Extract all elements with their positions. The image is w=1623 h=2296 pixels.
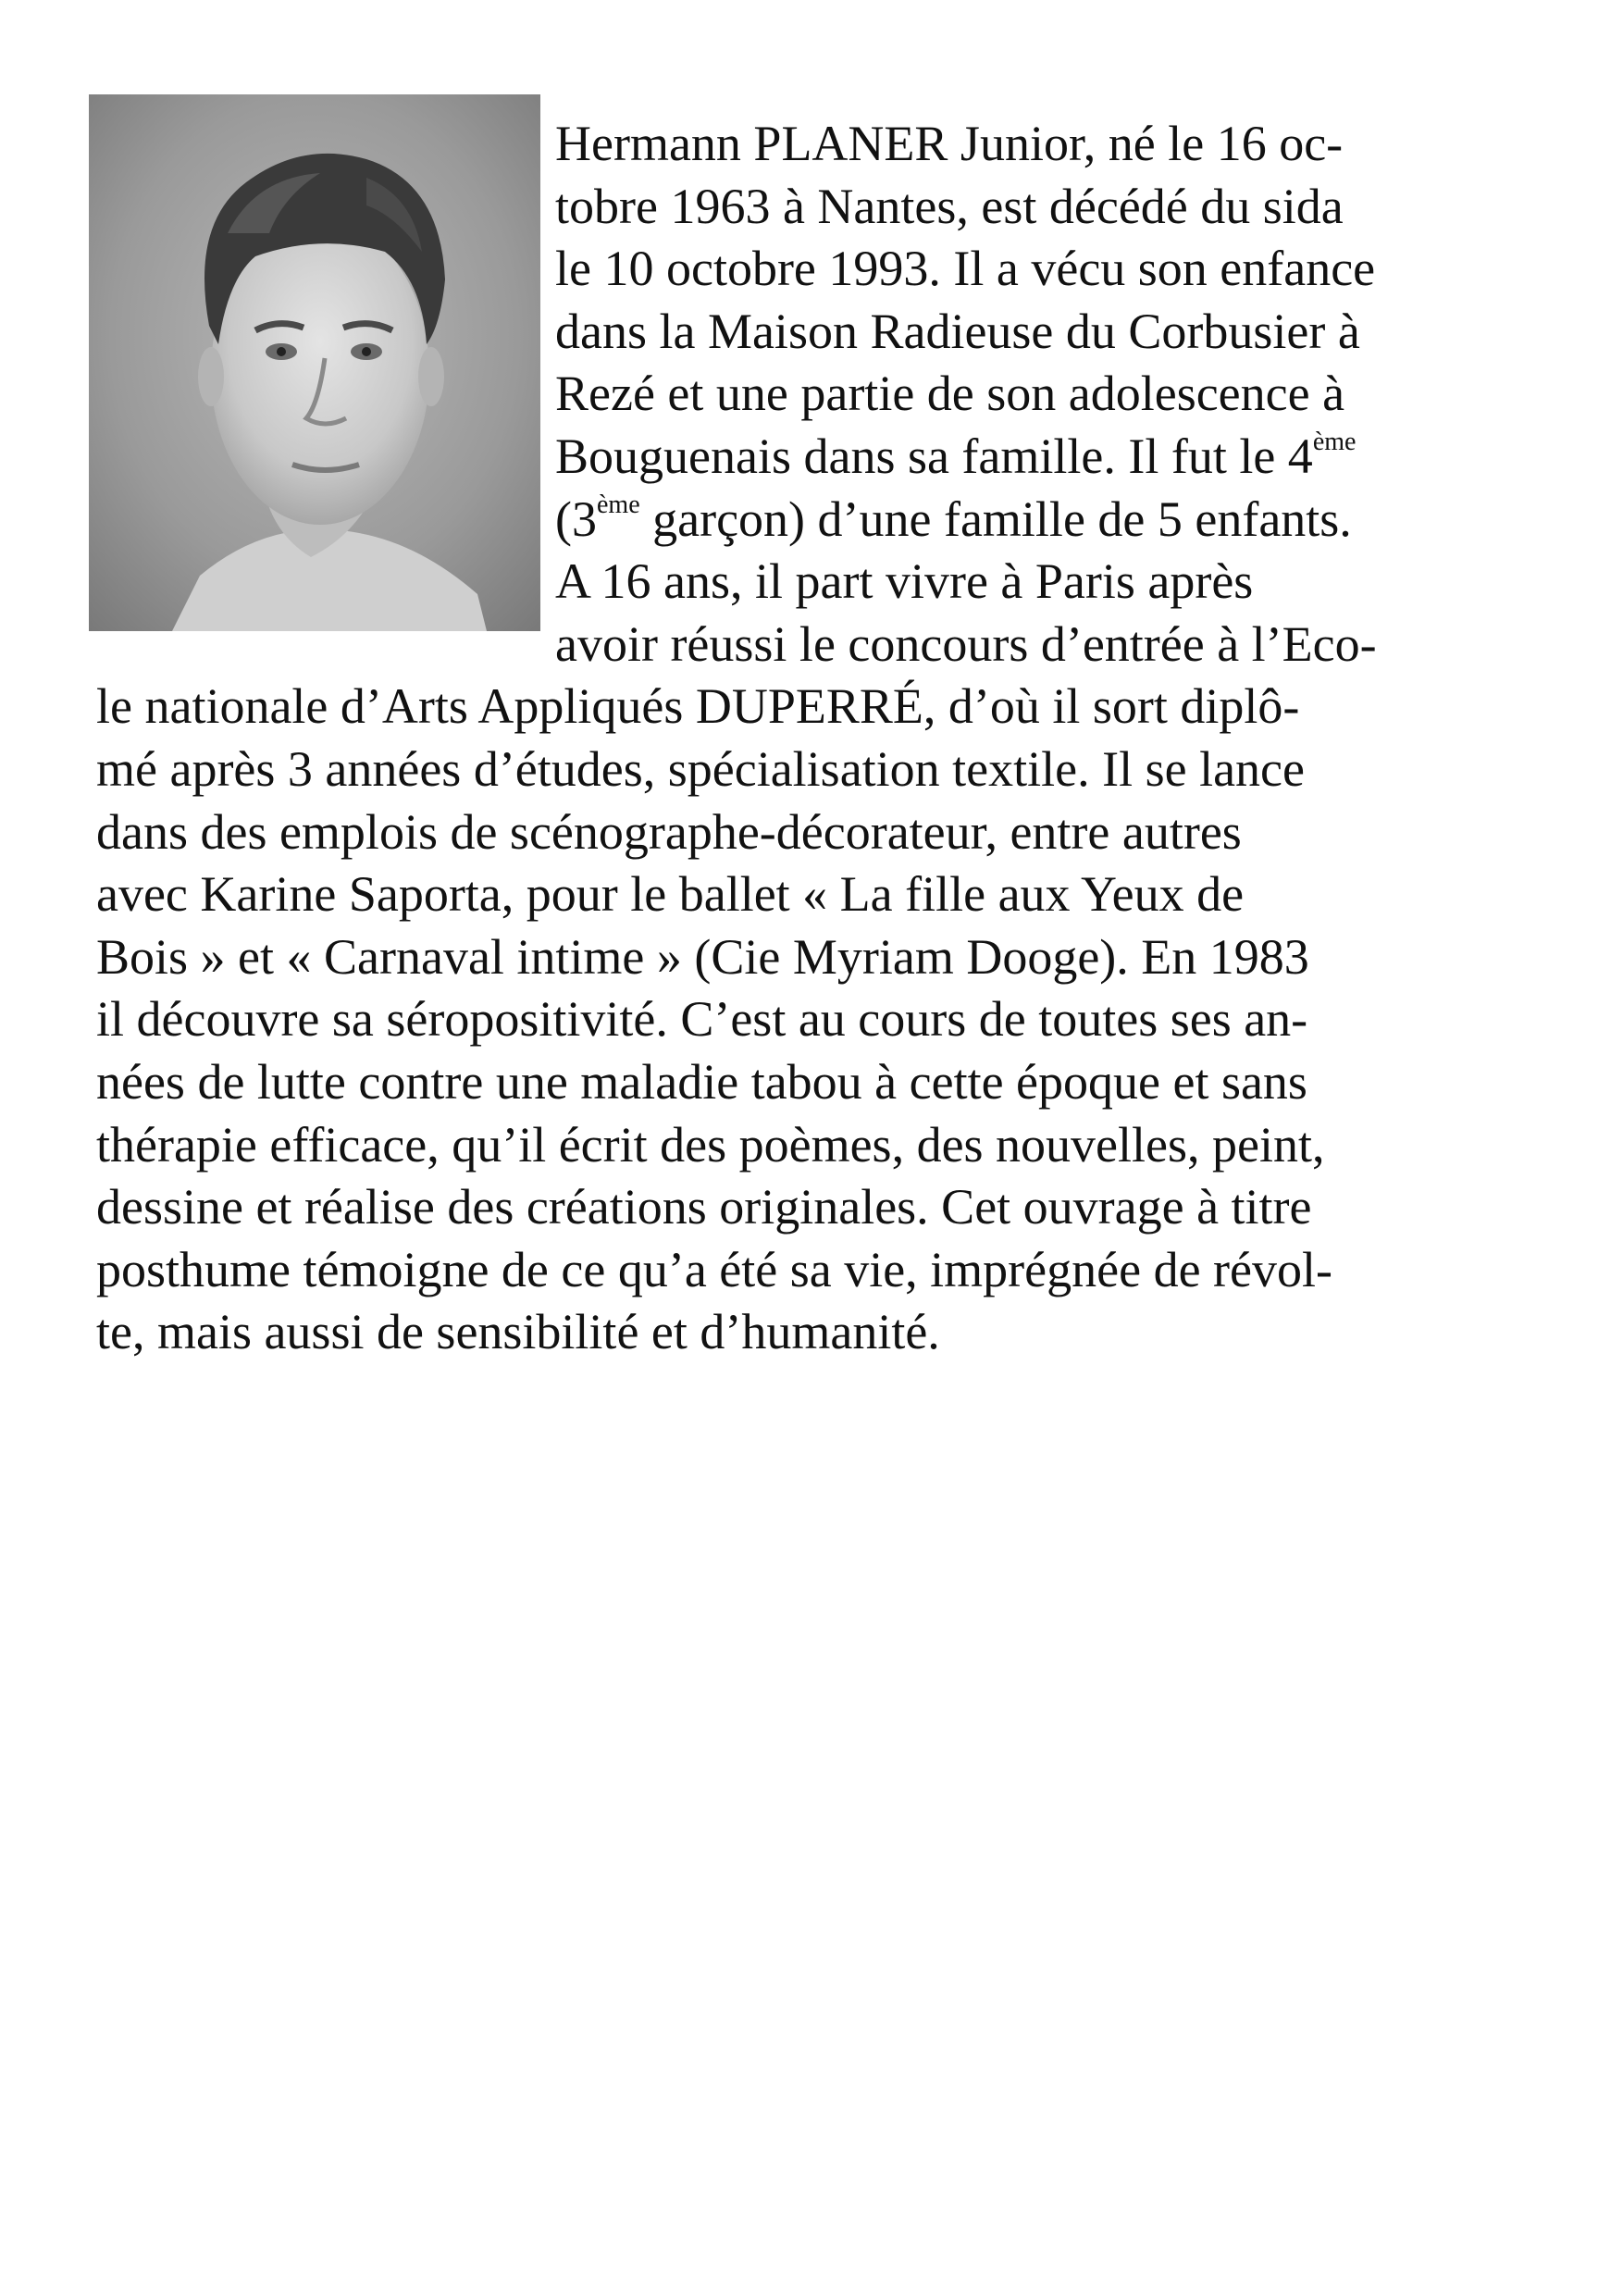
biography-paragraph (96, 113, 1447, 1364)
superscript-ordinal: ème (596, 490, 640, 519)
bio-line: le nationale d’Arts Appliqués DUPERRÉ, d’où il sort diplô- (96, 678, 1300, 735)
bio-line: tobre 1963 à Nantes, est décédé du sida (555, 178, 1344, 234)
superscript-ordinal: ème (1312, 427, 1357, 456)
bio-line: dans la Maison Radieuse du Corbusier à (555, 303, 1360, 359)
bio-line: dessine et réalise des créations originales. Cet ouvrage à titre (96, 1179, 1312, 1235)
bio-line: Rezé et une partie de son adolescence à (555, 366, 1345, 422)
bio-line: thérapie efficace, qu’il écrit des poèmes, des nouvelles, peint, (96, 1116, 1325, 1173)
bio-text: Bouguenais dans sa famille. Il fut le 4 (555, 428, 1313, 484)
bio-text: (3 (555, 490, 597, 547)
bio-line: avec Karine Saporta, pour le ballet « La fille aux Yeux de (96, 866, 1245, 923)
bio-line: A 16 ans, il part vivre à Paris après (555, 553, 1254, 610)
bio-line: te, mais aussi de sensibilité et d’humanité. (96, 1304, 940, 1360)
bio-line: dans des emplois de scénographe-décorateur, entre autres (96, 803, 1242, 860)
bio-line: il découvre sa séropositivité. C’est au cours de toutes ses an- (96, 991, 1308, 1048)
bio-line: nées de lutte contre une maladie tabou à cette époque et sans (96, 1053, 1307, 1110)
bio-line: mé après 3 années d’études, spécialisation textile. Il se lance (96, 740, 1305, 797)
bio-line: Bois » et « Carnaval intime » (Cie Myriam Dooge). En 1983 (96, 928, 1309, 985)
portrait-photo-icon (89, 94, 540, 631)
bio-line: posthume témoigne de ce qu’a été sa vie, imprégnée de révol- (96, 1241, 1332, 1297)
bio-line: avoir réussi le concours d’entrée à l’Eco- (555, 615, 1377, 672)
bio-line: Hermann PLANER Junior, né le 16 oc- (555, 116, 1344, 171)
bio-line: le 10 octobre 1993. Il a vécu son enfance (555, 241, 1376, 297)
bio-text: garçon) d’une famille de 5 enfants. (639, 490, 1352, 547)
